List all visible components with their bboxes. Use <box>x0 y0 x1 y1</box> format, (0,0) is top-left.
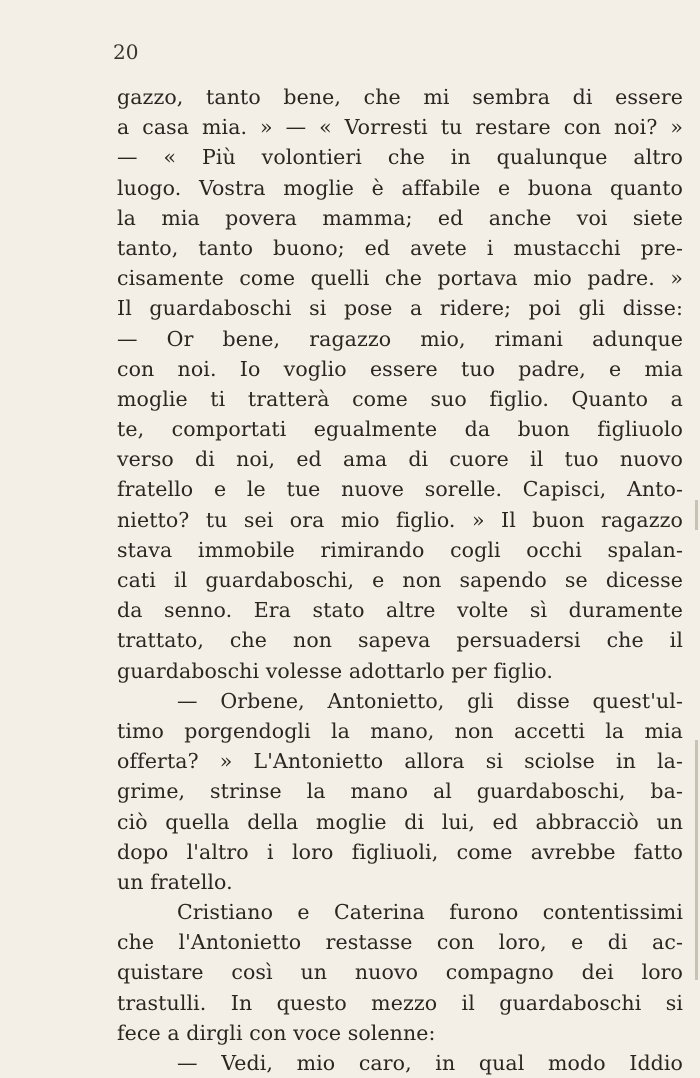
text-line: trattato, che non sapeva persuadersi che il <box>117 628 683 653</box>
text-line: — Or bene, ragazzo mio, rimani adunque <box>117 326 683 351</box>
text-line: dopo l'altro i loro figliuoli, come avrebbe fatto <box>117 839 683 864</box>
text-line: che l'Antonietto restasse con loro, e di ac- <box>117 930 683 955</box>
text-line: grime, strinse la mano al guardaboschi, ba- <box>117 779 683 804</box>
text-line: — Vedi, mio caro, in qual modo Iddio <box>177 1051 683 1075</box>
text-line: timo porgendogli la mano, non accetti la mia <box>117 718 683 743</box>
page-number: 20 <box>113 40 139 64</box>
body-text <box>117 82 683 1078</box>
text-line: quistare così un nuovo compagno dei loro <box>117 960 683 985</box>
page-edge-mark <box>695 740 698 980</box>
text-line: moglie ti tratterà come suo figlio. Quanto a <box>117 386 683 411</box>
text-line: verso di noi, ed ama di cuore il tuo nuovo <box>117 447 683 472</box>
text-line: offerta? » L'Antonietto allora si sciolse in la- <box>117 749 683 774</box>
text-line: trastulli. In questo mezzo il guardaboschi si <box>117 990 683 1015</box>
text-line: — « Più volontieri che in qualunque altro <box>117 145 683 170</box>
text-line: la mia povera mamma; ed anche voi siete <box>117 205 683 230</box>
text-line: a casa mia. » — « Vorresti tu restare con noi? » <box>117 115 683 140</box>
text-line: Il guardaboschi si pose a ridere; poi gli disse: <box>117 296 683 321</box>
text-line: guardaboschi volesse adottarlo per figlio. <box>117 658 553 683</box>
text-line: ciò quella della moglie di lui, ed abbracciò un <box>117 809 683 834</box>
text-line: tanto, tanto buono; ed avete i mustacchi pre- <box>117 235 683 260</box>
text-line: cisamente come quelli che portava mio padre. » <box>117 266 683 291</box>
text-line: stava immobile rimirando cogli occhi spalan- <box>117 537 683 562</box>
text-line: Cristiano e Caterina furono contentissimi <box>177 900 683 925</box>
text-line: — Orbene, Antonietto, gli disse quest'ul- <box>177 688 683 713</box>
text-line: gazzo, tanto bene, che mi sembra di essere <box>117 85 683 109</box>
text-line: con noi. Io voglio essere tuo padre, e mia <box>117 356 683 381</box>
text-line: nietto? tu sei ora mio figlio. » Il buon ragazzo <box>117 507 683 532</box>
text-line: cati il guardaboschi, e non sapendo se dicesse <box>117 568 683 592</box>
text-line: luogo. Vostra moglie è affabile e buona quanto <box>117 175 683 200</box>
text-line: un fratello. <box>117 869 233 894</box>
text-line: te, comportati egualmente da buon figliuolo <box>117 417 683 442</box>
text-line: da senno. Era stato altre volte sì duramente <box>117 598 683 623</box>
text-line: fratello e le tue nuove sorelle. Capisci, Anto- <box>117 477 683 502</box>
text-line: fece a dirgli con voce solenne: <box>117 1020 436 1045</box>
page-edge-mark <box>695 500 698 530</box>
